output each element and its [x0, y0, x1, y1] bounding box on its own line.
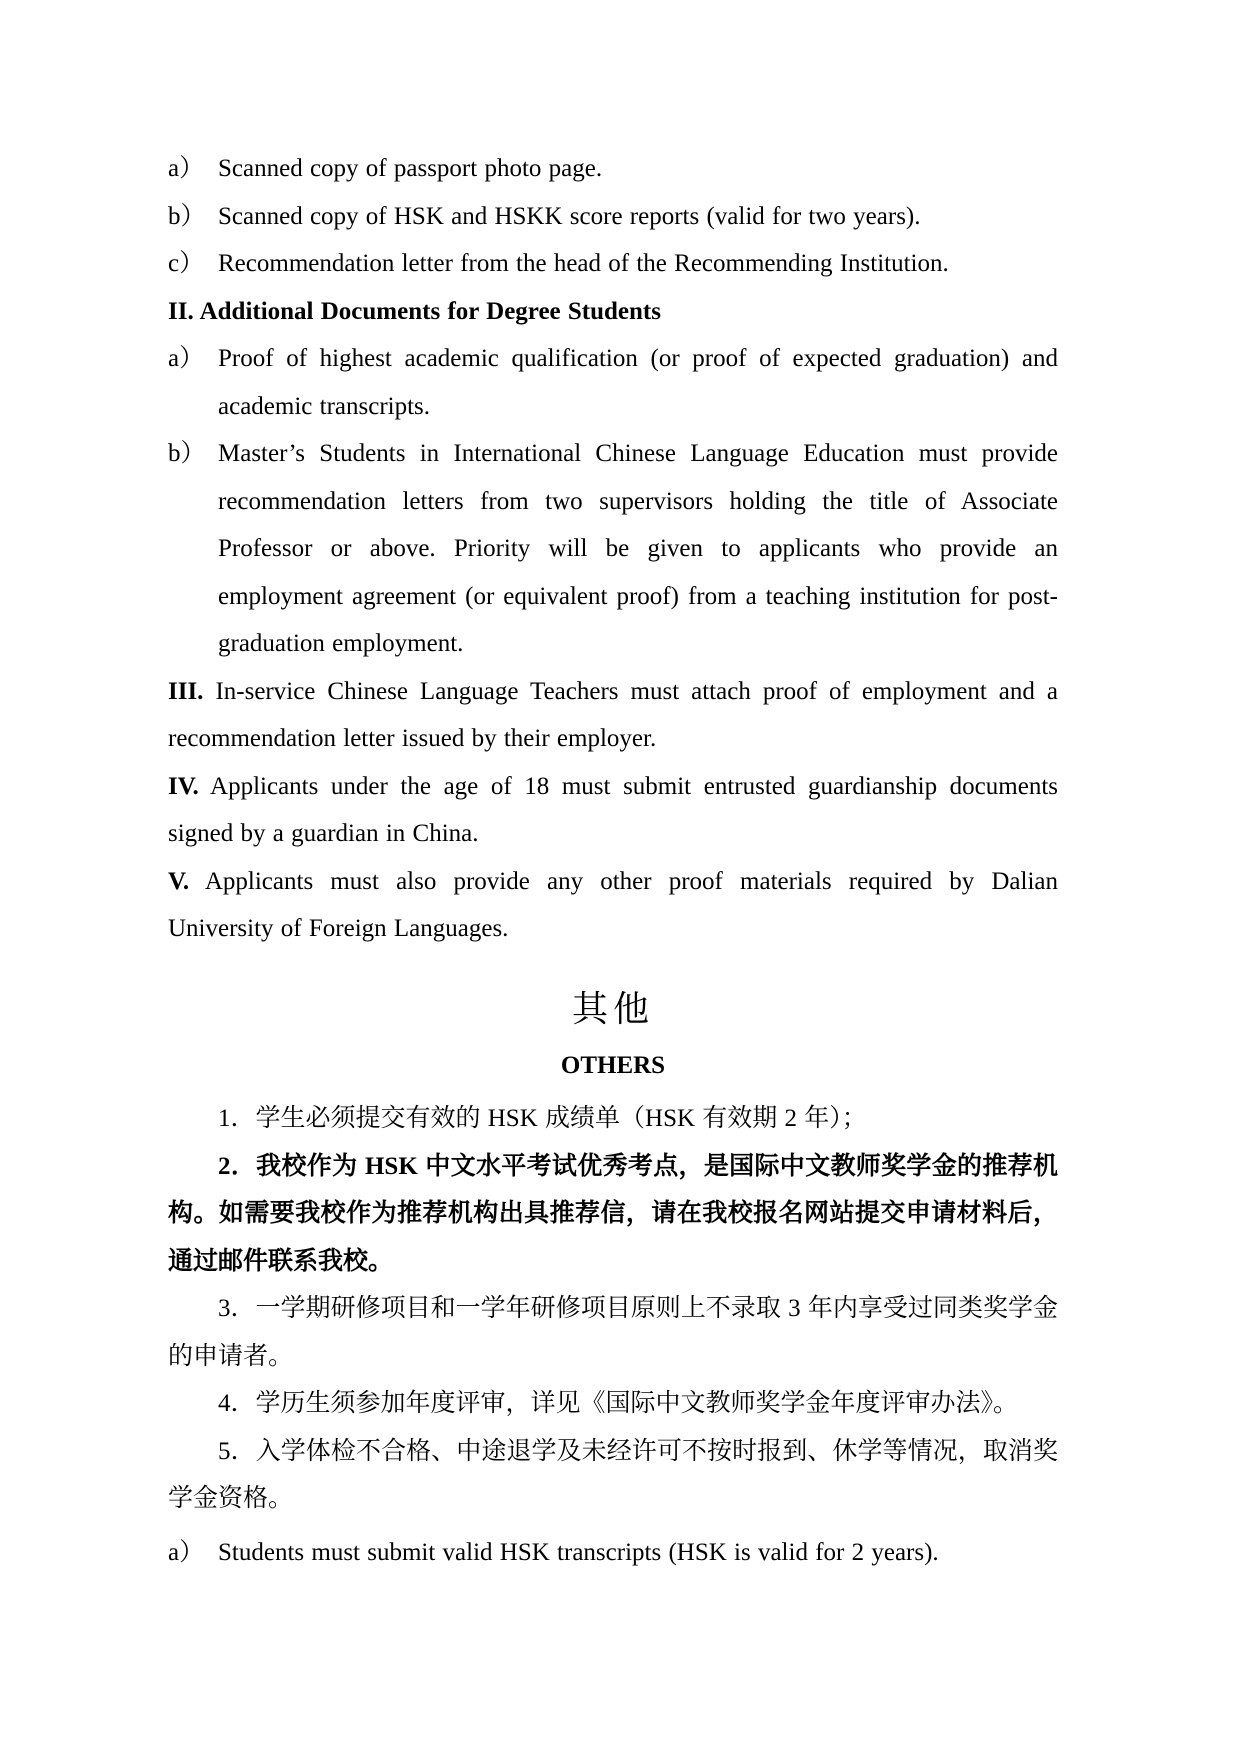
cn-paragraph: 4．学历生须参加年度评审，详见《国际中文教师奖学金年度评审办法》。: [218, 1390, 1019, 1417]
doc-heading-zh: 其他: [571, 988, 654, 1029]
list-item: [168, 430, 1058, 668]
list-item-text: Scanned copy of HSK and HSKK score reports (valid for two years).: [218, 202, 921, 230]
numbered-paragraph: V. Applicants must also provide any other proof materials required by Dalian University of Foreign Languages.: [168, 867, 1058, 942]
numbered-paragraph: III. In-service Chinese Language Teachers must attach proof of employment and a recommendation letter issued by their employer.: [168, 677, 1058, 752]
list-marker: c）: [168, 250, 205, 277]
cn-paragraph-bold: 2．我校作为 HSK 中文水平考试优秀考点，是国际中文教师奖学金的推荐机构。如需要我校作为推荐机构出具推荐信，请在我校报名网站提交申请材料后，通过邮件联系我校。: [168, 1152, 1058, 1275]
list-marker: b）: [168, 202, 206, 230]
doc-heading-en: OTHERS: [560, 1051, 666, 1079]
list-marker: a）: [168, 1538, 205, 1566]
list-item-text: Students must submit valid HSK transcripts (HSK is valid for 2 years).: [218, 1538, 939, 1566]
list-marker: a）: [168, 155, 205, 182]
list-item: [168, 1529, 1058, 1577]
list-marker: a）: [168, 345, 205, 372]
list-item: [168, 145, 1058, 193]
list-item-text: Master’s Students in International Chinese Language Education must provide recommendation letters from two supervisors holding the title of Associate Professor or above. Priority will be given to applicants who provide an employment agreement (or equivalent proof) from a teaching institution for post-graduation employment.: [218, 440, 1058, 657]
list-item-text: Scanned copy of passport photo page.: [218, 155, 603, 182]
paragraph-number: V.: [168, 867, 190, 895]
list-item: [168, 193, 1058, 241]
cn-paragraph: 3．一学期研修项目和一学年研修项目原则上不录取 3 年内享受过同类奖学金的申请者。: [168, 1295, 1058, 1370]
list-item: [168, 240, 1058, 288]
cn-paragraph: 5．入学体检不合格、中途退学及未经许可不按时报到、休学等情况，取消奖学金资格。: [168, 1437, 1058, 1512]
list-item: [168, 335, 1058, 430]
cn-paragraph: 1．学生必须提交有效的 HSK 成绩单（HSK 有效期 2 年）；: [218, 1105, 867, 1132]
document-body: [168, 145, 1058, 1576]
list-item-text: Proof of highest academic qualification (or proof of expected graduation) and academic transcripts.: [218, 345, 1058, 420]
section-heading: II. Additional Documents for Degree Students: [168, 297, 661, 325]
list-item-text: Recommendation letter from the head of the Recommending Institution.: [218, 250, 949, 277]
paragraph-number: IV.: [168, 772, 199, 800]
list-marker: b）: [168, 440, 206, 467]
numbered-paragraph: IV. Applicants under the age of 18 must submit entrusted guardianship documents signed by a guardian in China.: [168, 772, 1058, 847]
paragraph-number: III.: [168, 677, 204, 705]
